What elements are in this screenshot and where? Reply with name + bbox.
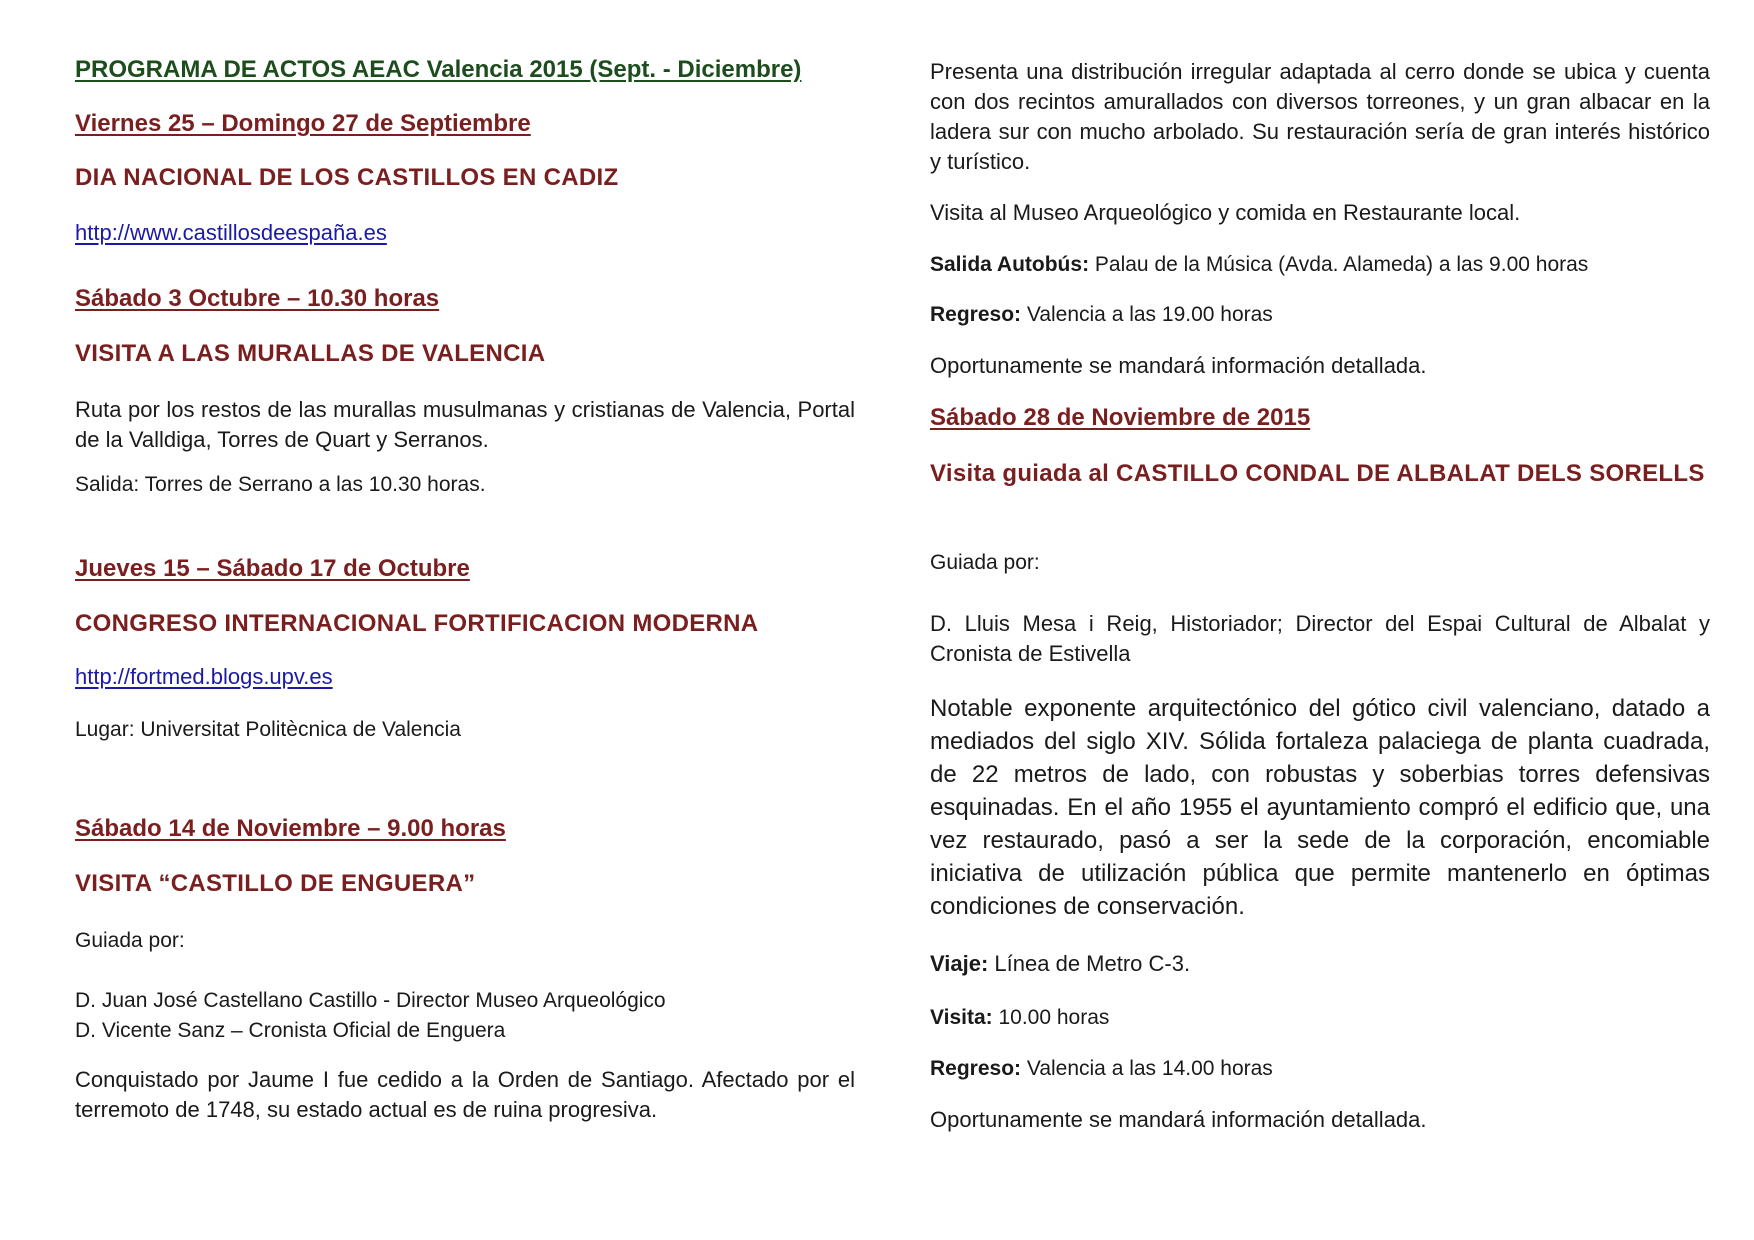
- event5-return-value: Valencia a las 14.00 horas: [1021, 1057, 1273, 1080]
- event5-return: [930, 1054, 1710, 1084]
- event3-place: Lugar: Universitat Politècnica de Valencia: [75, 718, 461, 741]
- event4-bus: [930, 250, 1710, 280]
- event3-title: CONGRESO INTERNACIONAL FORTIFICACION MODERNA: [75, 610, 759, 637]
- event4-title: VISITA “CASTILLO DE ENGUERA”: [75, 870, 476, 897]
- event4-guide1: D. Juan José Castellano Castillo - Director Museo Arqueológico: [75, 989, 666, 1012]
- travel-value: Línea de Metro C-3.: [988, 951, 1191, 976]
- program-title: PROGRAMA DE ACTOS AEAC Valencia 2015 (Sept. - Diciembre): [75, 56, 802, 83]
- event5-guide: D. Lluis Mesa i Reig, Historiador; Director del Espai Cultural de Albalat y Cronista de Estivella: [930, 611, 1710, 666]
- bus-value: Palau de la Música (Avda. Alameda) a las 9.00 horas: [1089, 253, 1589, 276]
- event4-info: Oportunamente se mandará información detallada.: [930, 353, 1427, 378]
- visit-label: Visita:: [930, 1006, 993, 1029]
- return-value: Valencia a las 19.00 horas: [1021, 303, 1273, 326]
- event2-departure: Salida: Torres de Serrano a las 10.30 horas.: [75, 473, 486, 496]
- event5-return-label: Regreso:: [930, 1057, 1022, 1080]
- event2-title: VISITA A LAS MURALLAS DE VALENCIA: [75, 340, 546, 367]
- event4-return: [930, 300, 1710, 330]
- travel-label: Viaje:: [930, 951, 989, 976]
- bus-label: Salida Autobús:: [930, 253, 1090, 276]
- event4-museum: Visita al Museo Arqueológico y comida en Restaurante local.: [930, 200, 1521, 225]
- event5-travel: [930, 949, 1710, 979]
- visit-value: 10.00 horas: [992, 1006, 1110, 1029]
- event5-title: Visita guiada al CASTILLO CONDAL DE ALBALAT DELS SORELLS: [930, 460, 1705, 487]
- event4-description: Conquistado por Jaume I fue cedido a la Orden de Santiago. Afectado por el terremoto de 1748, su estado actual es de ruina progresiva.: [75, 1067, 855, 1122]
- event3-date: Jueves 15 – Sábado 17 de Octubre: [75, 555, 470, 582]
- event3-link[interactable]: http://fortmed.blogs.upv.es: [75, 664, 333, 689]
- event5-visit: [930, 1003, 1710, 1033]
- event5-guided-by: Guiada por:: [930, 551, 1040, 574]
- event1-link[interactable]: http://www.castillosdeespaña.es: [75, 220, 387, 245]
- event1-date: Viernes 25 – Domingo 27 de Septiembre: [75, 110, 531, 137]
- event5-description: Notable exponente arquitectónico del gótico civil valenciano, datado a mediados del siglo XIV. Sólida fortaleza palaciega de planta cuadrada, de 22 metros de lado, con robustas y soberbias torres defensivas esquinadas. En el año 1955 el ayuntamiento compró el edificio que, una vez restaurado, pasó a ser la sede de la corporación, encomiable iniciativa de utilización pública que permite mantenerlo en óptimas condiciones de conservación.: [930, 695, 1710, 920]
- event1-title: DIA NACIONAL DE LOS CASTILLOS EN CADIZ: [75, 164, 619, 191]
- event5-info: Oportunamente se mandará información detallada.: [930, 1107, 1427, 1132]
- event4-continued-description: Presenta una distribución irregular adaptada al cerro donde se ubica y cuenta con dos recintos amurallados con diversos torreones, y un gran albacar en la ladera sur con mucho arbolado. Su restauración sería de gran interés histórico y turístico.: [930, 59, 1710, 174]
- return-label: Regreso:: [930, 303, 1022, 326]
- event4-date: Sábado 14 de Noviembre – 9.00 horas: [75, 815, 506, 842]
- event4-guide2: D. Vicente Sanz – Cronista Oficial de Enguera: [75, 1019, 506, 1042]
- event2-description: Ruta por los restos de las murallas musulmanas y cristianas de Valencia, Portal de la Valldiga, Torres de Quart y Serranos.: [75, 397, 855, 452]
- event4-guided-by: Guiada por:: [75, 929, 185, 952]
- event5-date: Sábado 28 de Noviembre de 2015: [930, 404, 1311, 431]
- event2-date: Sábado 3 Octubre – 10.30 horas: [75, 285, 440, 312]
